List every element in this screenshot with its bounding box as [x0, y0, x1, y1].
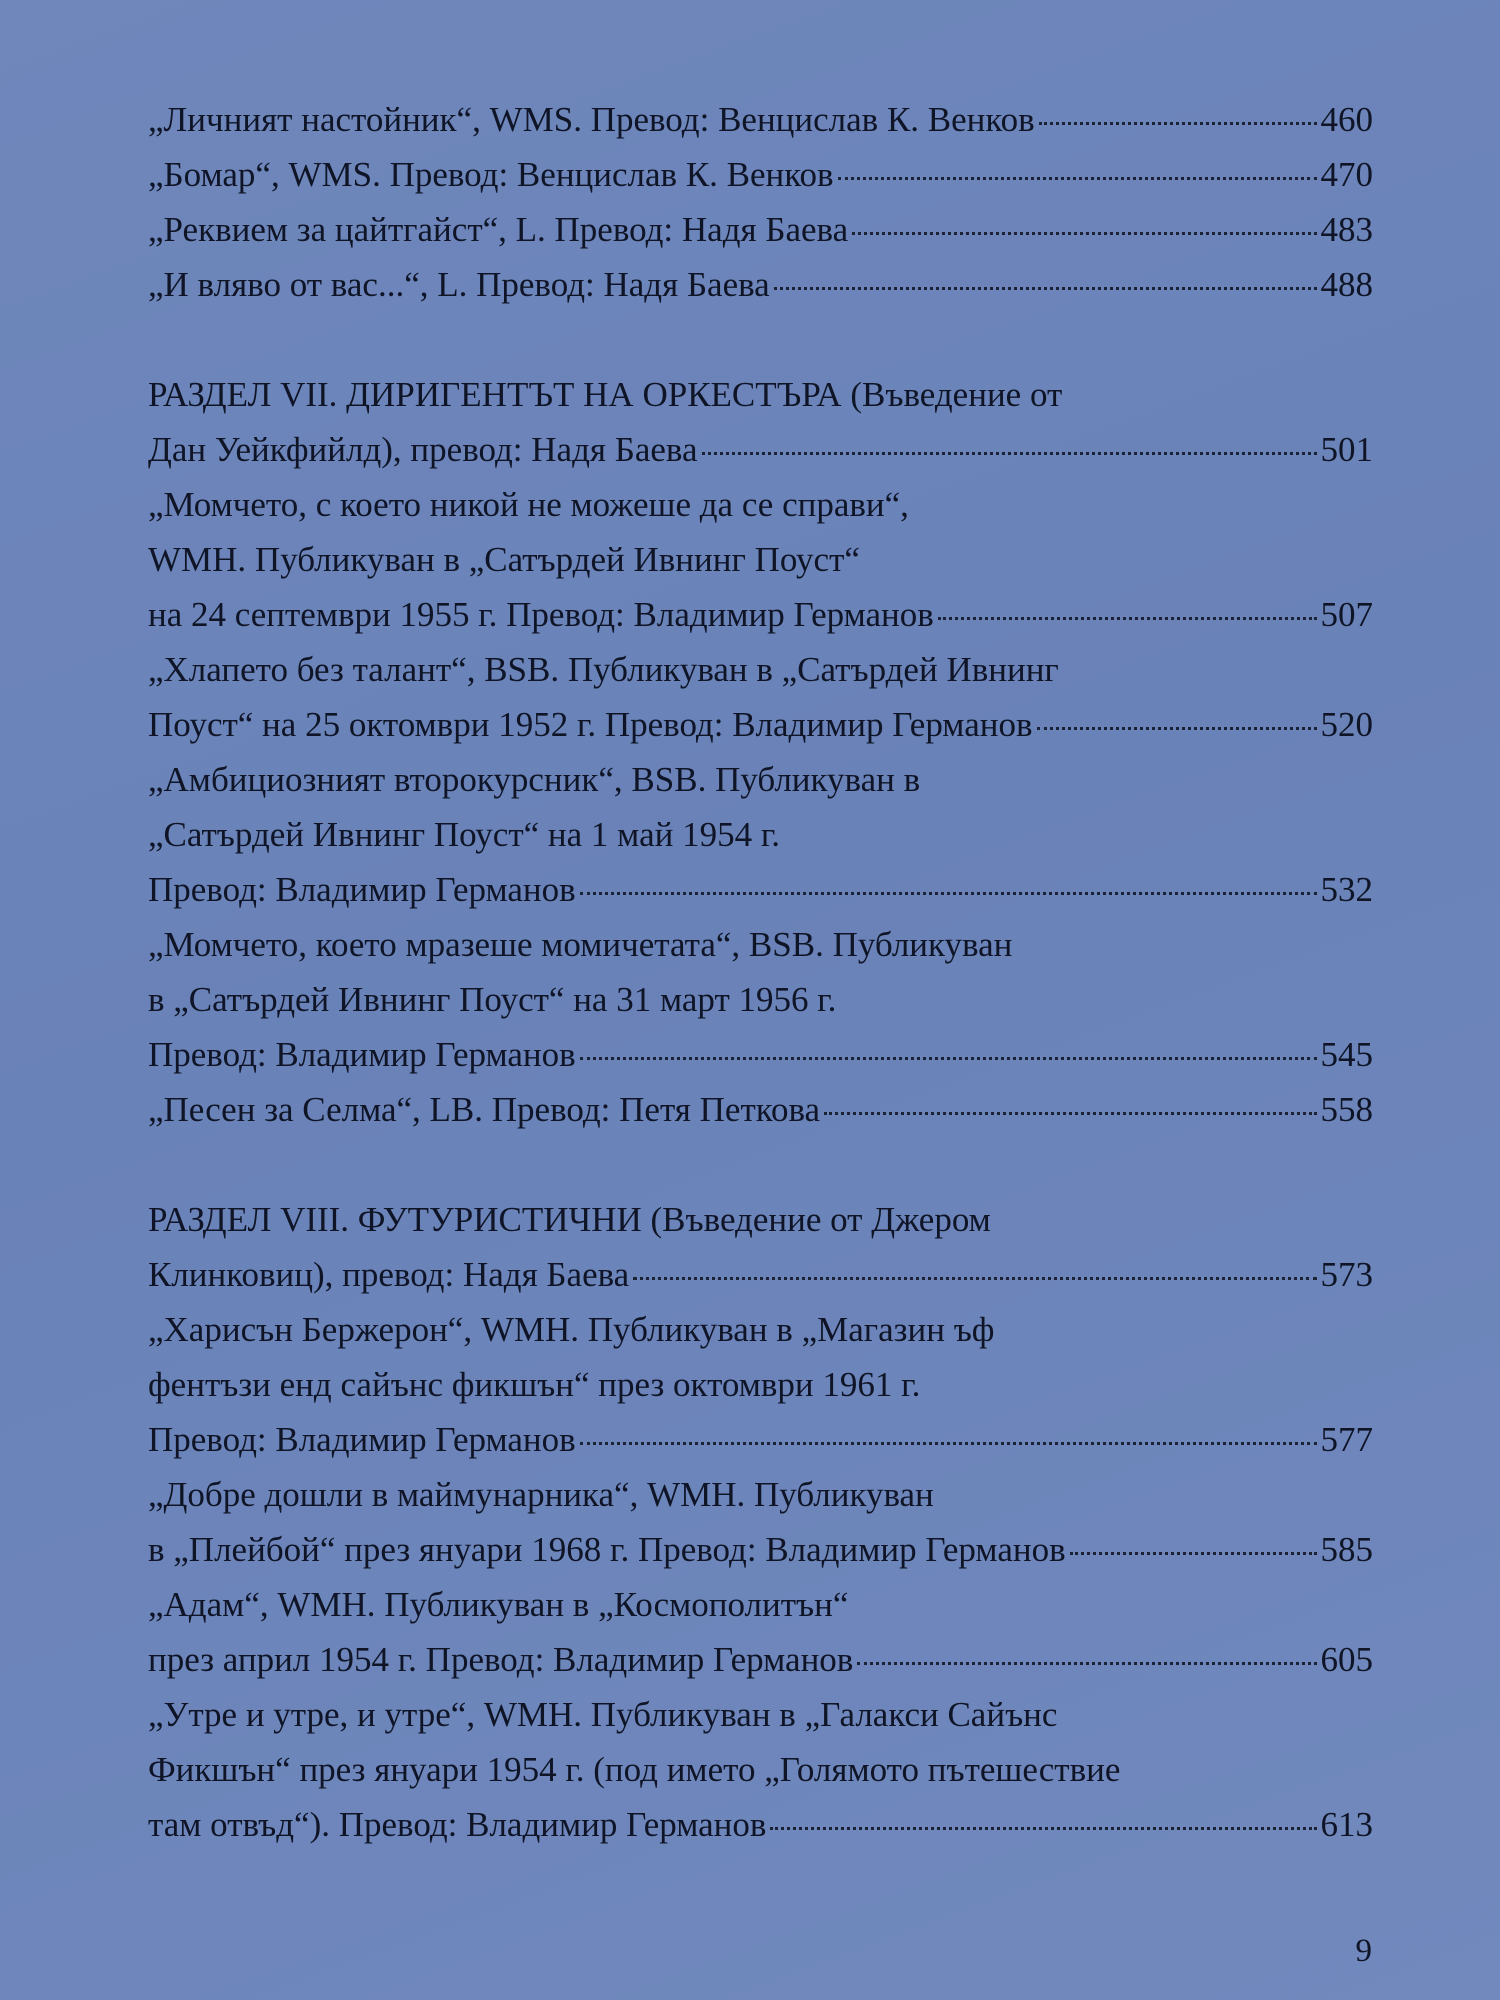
toc-line: [148, 532, 1373, 587]
toc-entry-text: „Адам“, WMH. Публикуван в „Космополитън“: [148, 1585, 849, 1624]
toc-entry-text: РАЗДЕЛ VII. ДИРИГЕНТЪТ НА ОРКЕСТЪРА (Въведение от: [148, 375, 1063, 414]
toc-entry: [148, 642, 1373, 752]
toc-entry-text: „Личният настойник“, WMS. Превод: Венцислав К. Венков: [148, 100, 1035, 139]
toc-entry: [148, 752, 1373, 917]
toc-entry-text: „Момчето, с което никой не можеше да се справи“,: [148, 485, 909, 524]
toc-entry-text: „Хлапето без талант“, BSB. Публикуван в „Сатърдей Ивнинг: [148, 650, 1059, 689]
page-number: 9: [1355, 1933, 1372, 1969]
toc-entry-text: „Реквием за цайтгайст“, L. Превод: Надя Баева: [148, 210, 849, 249]
toc-line: [148, 1302, 1373, 1357]
dot-leader: [580, 1057, 1317, 1060]
toc-entry: [148, 1302, 1373, 1467]
toc-section: [148, 367, 1373, 1137]
toc-entry-text: „Утре и утре, и утре“, WMH. Публикуван в „Галакси Сайънс: [148, 1695, 1058, 1734]
toc-entry-text: „Добре дошли в маймунарника“, WMH. Публикуван: [148, 1475, 934, 1514]
toc-line: [148, 1192, 1373, 1247]
toc-entry-text: Превод: Владимир Германов: [148, 1035, 576, 1074]
toc-line: [148, 1577, 1373, 1632]
toc-line: [148, 147, 1373, 202]
toc-entry: [148, 367, 1373, 477]
toc-line: [148, 202, 1373, 257]
toc-entry-text: в „Плейбой“ през януари 1968 г. Превод: Владимир Германов: [148, 1530, 1066, 1569]
toc-entry-text: „И вляво от вас...“, L. Превод: Надя Баева: [148, 265, 770, 304]
toc-page-number: 545: [1320, 1035, 1373, 1074]
toc-page-number: 577: [1320, 1420, 1373, 1459]
toc-entry-text: Клинковиц), превод: Надя Баева: [148, 1255, 630, 1294]
dot-leader: [824, 1112, 1316, 1115]
toc-line: [148, 1797, 1373, 1852]
toc-section: [148, 1192, 1373, 1852]
toc-entry: [148, 257, 1373, 312]
toc-page-number: 501: [1320, 430, 1373, 469]
toc-line: [148, 422, 1373, 477]
toc-entry-text: през април 1954 г. Превод: Владимир Германов: [148, 1640, 854, 1679]
toc-entry: [148, 1082, 1373, 1137]
toc-entry-text: „Сатърдей Ивнинг Поуст“ на 1 май 1954 г.: [148, 815, 781, 854]
dot-leader: [852, 232, 1316, 235]
dot-leader: [857, 1662, 1316, 1665]
toc-entry-text: „Харисън Бержерон“, WMH. Публикуван в „Магазин ъф: [148, 1310, 995, 1349]
toc-line: [148, 477, 1373, 532]
toc-page-number: 507: [1320, 595, 1373, 634]
dot-leader: [938, 617, 1317, 620]
toc-entry-text: WMH. Публикуван в „Сатърдей Ивнинг Поуст“: [148, 540, 860, 579]
toc-entry-text: Превод: Владимир Германов: [148, 870, 576, 909]
toc-entry-text: Дан Уейкфийлд), превод: Надя Баева: [148, 430, 698, 469]
toc-entry: [148, 202, 1373, 257]
toc-page-number: 460: [1320, 100, 1373, 139]
toc-line: [148, 587, 1373, 642]
toc-entry-text: там отвъд“). Превод: Владимир Германов: [148, 1805, 767, 1844]
toc-entry: [148, 477, 1373, 642]
toc-page-number: 520: [1320, 705, 1373, 744]
toc-entry-text: „Момчето, което мразеше момичетата“, BSB. Публикуван: [148, 925, 1013, 964]
toc-page-number: 613: [1320, 1805, 1373, 1844]
toc-line: [148, 257, 1373, 312]
toc-entry-text: „Песен за Селма“, LB. Превод: Петя Петкова: [148, 1090, 821, 1129]
toc-entry-text: Превод: Владимир Германов: [148, 1420, 576, 1459]
toc-line: [148, 1522, 1373, 1577]
toc-entry: [148, 1577, 1373, 1687]
toc-line: [148, 367, 1373, 422]
toc-page-number: 558: [1320, 1090, 1373, 1129]
toc-line: [148, 1632, 1373, 1687]
toc-page-number: 532: [1320, 870, 1373, 909]
toc-entry-text: РАЗДЕЛ VIII. ФУТУРИСТИЧНИ (Въведение от Джером: [148, 1200, 991, 1239]
toc-line: [148, 862, 1373, 917]
toc-entry: [148, 92, 1373, 147]
toc-line: [148, 807, 1373, 862]
dot-leader: [838, 177, 1317, 180]
toc-line: [148, 1027, 1373, 1082]
table-of-contents: [148, 92, 1373, 1852]
toc-entry: [148, 917, 1373, 1082]
toc-entry-text: Поуст“ на 25 октомври 1952 г. Превод: Владимир Германов: [148, 705, 1033, 744]
toc-line: [148, 917, 1373, 972]
toc-entry: [148, 1467, 1373, 1577]
toc-line: [148, 92, 1373, 147]
toc-section: [148, 92, 1373, 312]
toc-line: [148, 1742, 1373, 1797]
toc-entry: [148, 1687, 1373, 1852]
dot-leader: [580, 1442, 1317, 1445]
dot-leader: [774, 287, 1317, 290]
toc-line: [148, 1687, 1373, 1742]
dot-leader: [633, 1277, 1316, 1280]
toc-line: [148, 642, 1373, 697]
dot-leader: [1070, 1552, 1317, 1555]
toc-entry-text: „Бомар“, WMS. Превод: Венцислав К. Венков: [148, 155, 834, 194]
toc-entry-text: Фикшън“ през януари 1954 г. (под името „Голямото пътешествие: [148, 1750, 1121, 1789]
toc-entry-text: „Амбициозният второкурсник“, BSB. Публикуван в: [148, 760, 921, 799]
toc-line: [148, 1357, 1373, 1412]
dot-leader: [1037, 727, 1317, 730]
toc-page-number: 573: [1320, 1255, 1373, 1294]
toc-entry-text: на 24 септември 1955 г. Превод: Владимир Германов: [148, 595, 934, 634]
toc-line: [148, 1247, 1373, 1302]
toc-line: [148, 1412, 1373, 1467]
toc-page-number: 585: [1320, 1530, 1373, 1569]
toc-page-number: 470: [1320, 155, 1373, 194]
toc-entry: [148, 1192, 1373, 1302]
toc-entry-text: в „Сатърдей Ивнинг Поуст“ на 31 март 1956 г.: [148, 980, 837, 1019]
toc-entry: [148, 147, 1373, 202]
toc-line: [148, 697, 1373, 752]
toc-line: [148, 752, 1373, 807]
toc-page-number: 605: [1320, 1640, 1373, 1679]
dot-leader: [770, 1827, 1316, 1830]
dot-leader: [1039, 122, 1317, 125]
dot-leader: [580, 892, 1317, 895]
toc-line: [148, 1082, 1373, 1137]
toc-line: [148, 972, 1373, 1027]
toc-line: [148, 1467, 1373, 1522]
dot-leader: [702, 452, 1317, 455]
toc-page-number: 488: [1320, 265, 1373, 304]
toc-entry-text: фентъзи енд сайънс фикшън“ през октомври 1961 г.: [148, 1365, 921, 1404]
toc-page-number: 483: [1320, 210, 1373, 249]
